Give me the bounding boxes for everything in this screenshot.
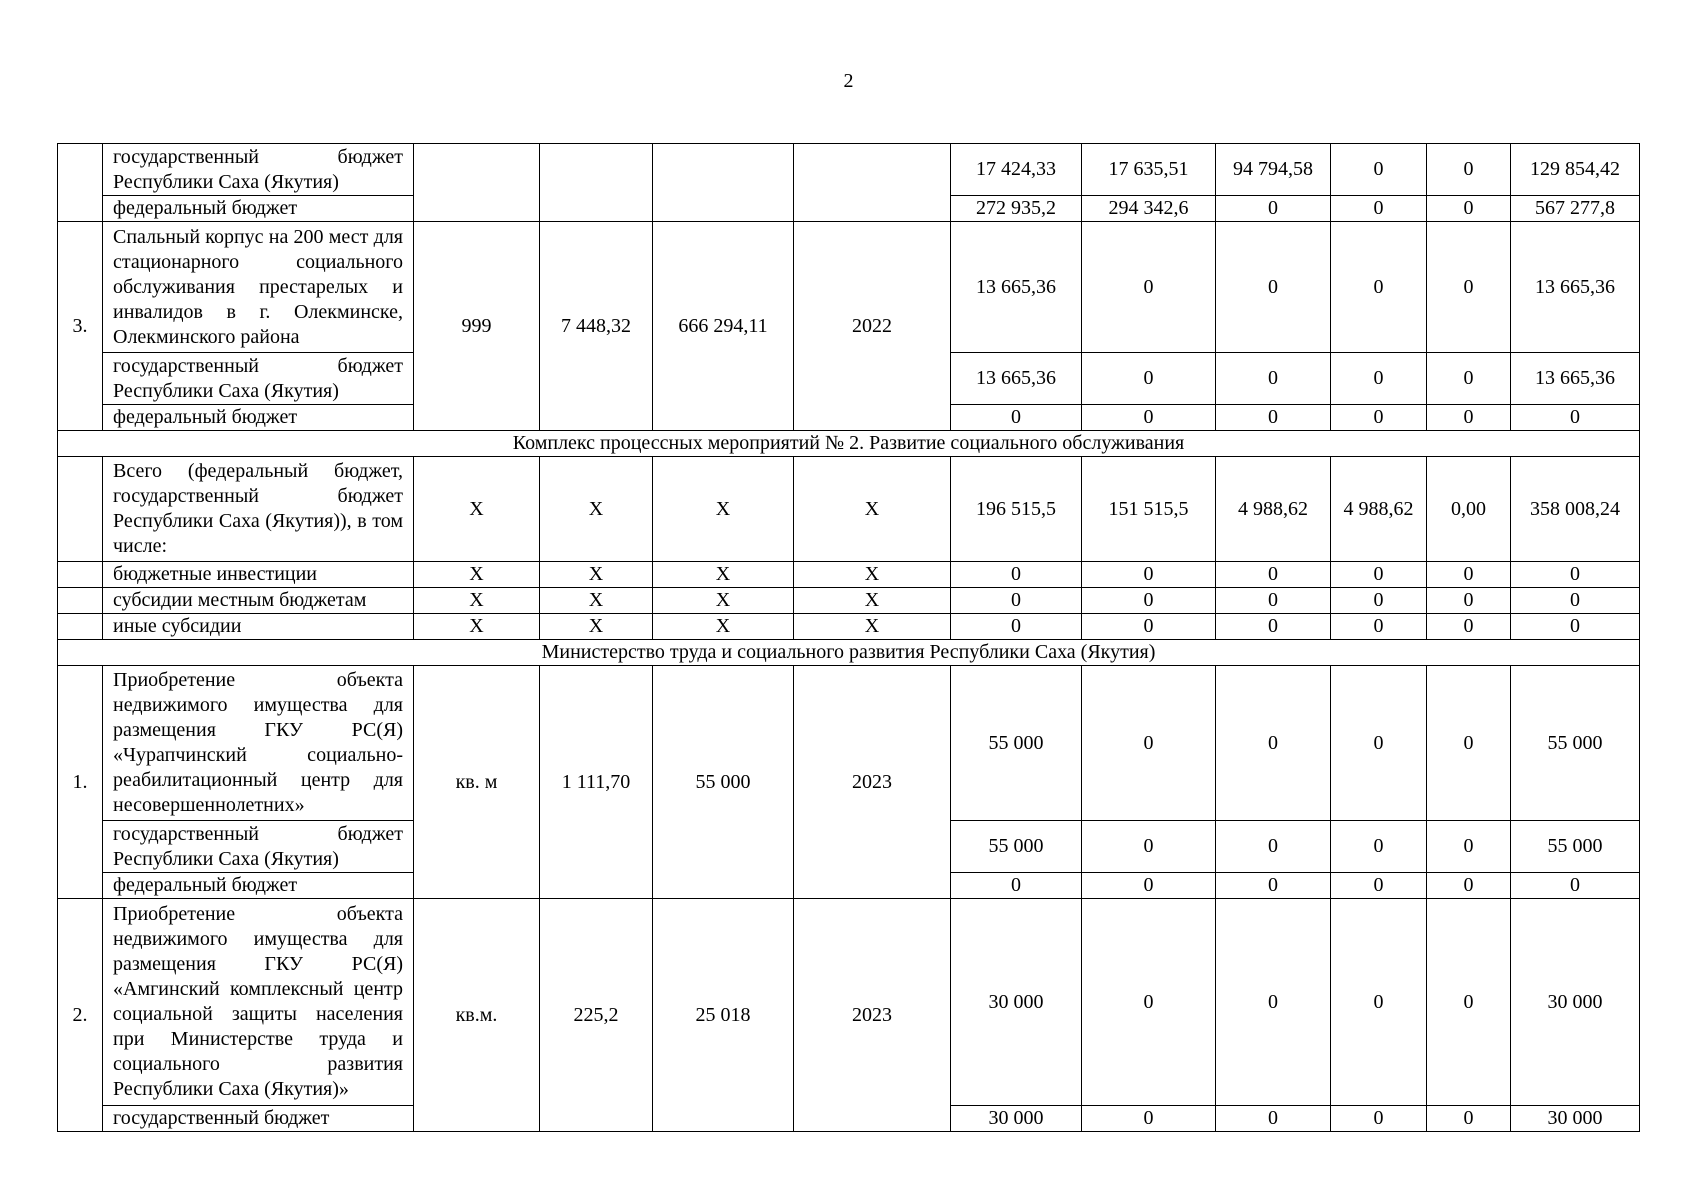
value-cell: 0	[1331, 222, 1427, 353]
value-cell: 0	[951, 614, 1082, 640]
value-cell: 0	[1331, 353, 1427, 405]
section-heading: Министерство труда и социального развития Республики Саха (Якутия)	[58, 640, 1640, 666]
year-cell: 2023	[794, 899, 951, 1132]
table-row	[58, 431, 1640, 457]
value-cell: 196 515,5	[951, 457, 1082, 562]
value-cell: 0	[1331, 144, 1427, 196]
total-cell: 30 000	[1511, 1106, 1640, 1132]
value-cell: 17 424,33	[951, 144, 1082, 196]
table-row	[58, 614, 1640, 640]
x-cell: Х	[653, 614, 794, 640]
value-cell: 55 000	[951, 821, 1082, 873]
value-cell: 0	[951, 405, 1082, 431]
row-number-cell	[58, 457, 103, 562]
table-row	[58, 899, 1640, 1106]
value-cell: 0	[1216, 588, 1331, 614]
funding-type-cell: иные субсидии	[103, 614, 414, 640]
total-cell: 567 277,8	[1511, 196, 1640, 222]
value-cell: 0	[1427, 614, 1511, 640]
funding-source-cell: государственный бюджет Республики Саха (Якутия)	[103, 353, 414, 405]
cost-cell: 666 294,11	[653, 222, 794, 431]
value-cell: 55 000	[951, 666, 1082, 821]
table-row	[58, 562, 1640, 588]
total-cell: 0	[1511, 614, 1640, 640]
value-cell: 0	[1427, 405, 1511, 431]
cost-cell: 25 018	[653, 899, 794, 1132]
cost-cell: 55 000	[653, 666, 794, 899]
object-description-cell: Спальный корпус на 200 мест для стационарного социального обслуживания престарелых и инвалидов в г. Олекминске, Олекминского района	[103, 222, 414, 353]
value-cell: 0	[1331, 873, 1427, 899]
row-number-cell: 3.	[58, 222, 103, 431]
value-cell: 0	[1216, 899, 1331, 1106]
value-cell: 151 515,5	[1082, 457, 1216, 562]
value-cell: 0	[951, 588, 1082, 614]
total-description-cell: Всего (федеральный бюджет, государственный бюджет Республики Саха (Якутия)), в том числе:	[103, 457, 414, 562]
funding-source-cell: федеральный бюджет	[103, 873, 414, 899]
budget-table	[57, 143, 1640, 1132]
value-cell: 0	[951, 873, 1082, 899]
value-cell: 0,00	[1427, 457, 1511, 562]
value-cell: 0	[1082, 1106, 1216, 1132]
total-cell: 0	[1511, 405, 1640, 431]
funding-source-cell: государственный бюджет Республики Саха (Якутия)	[103, 821, 414, 873]
value-cell: 0	[1082, 588, 1216, 614]
object-description-cell: Приобретение объекта недвижимого имущества для размещения ГКУ РС(Я) «Чурапчинский социально-реабилитационный центр для несовершеннолетних»	[103, 666, 414, 821]
section-heading: Комплекс процессных мероприятий № 2. Развитие социального обслуживания	[58, 431, 1640, 457]
row-number-cell: 1.	[58, 666, 103, 899]
total-cell: 55 000	[1511, 666, 1640, 821]
x-cell: Х	[794, 457, 951, 562]
unit-cell: кв. м	[414, 666, 540, 899]
value-cell: 0	[1082, 899, 1216, 1106]
x-cell: Х	[414, 614, 540, 640]
value-cell: 30 000	[951, 1106, 1082, 1132]
x-cell: Х	[653, 562, 794, 588]
value-cell: 0	[1427, 588, 1511, 614]
value-cell: 294 342,6	[1082, 196, 1216, 222]
value-cell: 13 665,36	[951, 222, 1082, 353]
value-cell: 94 794,58	[1216, 144, 1331, 196]
total-cell: 0	[1511, 562, 1640, 588]
value-cell: 0	[1216, 821, 1331, 873]
page-number: 2	[843, 70, 854, 92]
value-cell: 0	[1082, 666, 1216, 821]
value-cell: 0	[1331, 588, 1427, 614]
table-row	[58, 588, 1640, 614]
x-cell: Х	[540, 457, 653, 562]
value-cell: 0	[1082, 405, 1216, 431]
value-cell: 0	[1331, 821, 1427, 873]
x-cell: Х	[653, 457, 794, 562]
value-cell: 0	[1331, 899, 1427, 1106]
row-number-cell: 2.	[58, 899, 103, 1132]
value-cell: 30 000	[951, 899, 1082, 1106]
value-cell: 0	[1082, 222, 1216, 353]
value-cell: 0	[1216, 614, 1331, 640]
funding-source-cell: государственный бюджет	[103, 1106, 414, 1132]
value-cell: 0	[951, 562, 1082, 588]
value-cell: 0	[1331, 196, 1427, 222]
x-cell: Х	[794, 614, 951, 640]
table-row	[58, 222, 1640, 353]
x-cell: Х	[653, 588, 794, 614]
year-cell: 2022	[794, 222, 951, 431]
value-cell: 0	[1331, 614, 1427, 640]
row-number-cell	[58, 144, 103, 222]
year-cell: 2023	[794, 666, 951, 899]
value-cell: 0	[1216, 562, 1331, 588]
value-cell: 0	[1427, 666, 1511, 821]
value-cell: 0	[1216, 353, 1331, 405]
capacity-cell: 7 448,32	[540, 222, 653, 431]
x-cell: Х	[540, 588, 653, 614]
value-cell: 0	[1427, 1106, 1511, 1132]
value-cell: 0	[1331, 562, 1427, 588]
value-cell: 0	[1331, 1106, 1427, 1132]
table-row	[58, 666, 1640, 821]
value-cell: 0	[1427, 196, 1511, 222]
funding-source-cell: государственный бюджет Республики Саха (Якутия)	[103, 144, 414, 196]
value-cell: 17 635,51	[1082, 144, 1216, 196]
value-cell: 0	[1082, 353, 1216, 405]
value-cell: 13 665,36	[951, 353, 1082, 405]
funding-type-cell: субсидии местным бюджетам	[103, 588, 414, 614]
value-cell: 0	[1082, 873, 1216, 899]
total-cell: 358 008,24	[1511, 457, 1640, 562]
value-cell: 0	[1427, 873, 1511, 899]
value-cell: 0	[1216, 222, 1331, 353]
x-cell: Х	[794, 588, 951, 614]
capacity-cell: 225,2	[540, 899, 653, 1132]
x-cell: Х	[414, 562, 540, 588]
total-cell: 13 665,36	[1511, 222, 1640, 353]
unit-cell: кв.м.	[414, 899, 540, 1132]
total-cell: 129 854,42	[1511, 144, 1640, 196]
x-cell: Х	[794, 562, 951, 588]
value-cell: 0	[1216, 1106, 1331, 1132]
value-cell: 0	[1216, 405, 1331, 431]
x-cell: Х	[414, 588, 540, 614]
total-cell: 0	[1511, 588, 1640, 614]
capacity-cell: 1 111,70	[540, 666, 653, 899]
table-row	[58, 144, 1640, 196]
x-cell: Х	[540, 614, 653, 640]
value-cell: 0	[1082, 821, 1216, 873]
total-cell: 55 000	[1511, 821, 1640, 873]
funding-source-cell: федеральный бюджет	[103, 196, 414, 222]
value-cell: 0	[1216, 196, 1331, 222]
x-cell: Х	[540, 562, 653, 588]
x-cell: Х	[414, 457, 540, 562]
funding-source-cell: федеральный бюджет	[103, 405, 414, 431]
value-cell: 0	[1427, 821, 1511, 873]
object-description-cell: Приобретение объекта недвижимого имущества для размещения ГКУ РС(Я) «Амгинский комплексный центр социальной защиты населения при Министерстве труда и социального развития Республики Саха (Якутия)»	[103, 899, 414, 1106]
value-cell: 0	[1331, 666, 1427, 821]
total-cell: 13 665,36	[1511, 353, 1640, 405]
value-cell: 0	[1427, 144, 1511, 196]
value-cell: 272 935,2	[951, 196, 1082, 222]
value-cell: 4 988,62	[1216, 457, 1331, 562]
table-row	[58, 640, 1640, 666]
value-cell: 0	[1427, 222, 1511, 353]
value-cell: 0	[1082, 562, 1216, 588]
value-cell: 0	[1216, 666, 1331, 821]
value-cell: 0	[1331, 405, 1427, 431]
value-cell: 0	[1427, 353, 1511, 405]
total-cell: 30 000	[1511, 899, 1640, 1106]
value-cell: 0	[1082, 614, 1216, 640]
unit-cell: 999	[414, 222, 540, 431]
value-cell: 0	[1427, 899, 1511, 1106]
value-cell: 0	[1427, 562, 1511, 588]
total-cell: 0	[1511, 873, 1640, 899]
funding-type-cell: бюджетные инвестиции	[103, 562, 414, 588]
table-row	[58, 457, 1640, 562]
value-cell: 0	[1216, 873, 1331, 899]
value-cell: 4 988,62	[1331, 457, 1427, 562]
